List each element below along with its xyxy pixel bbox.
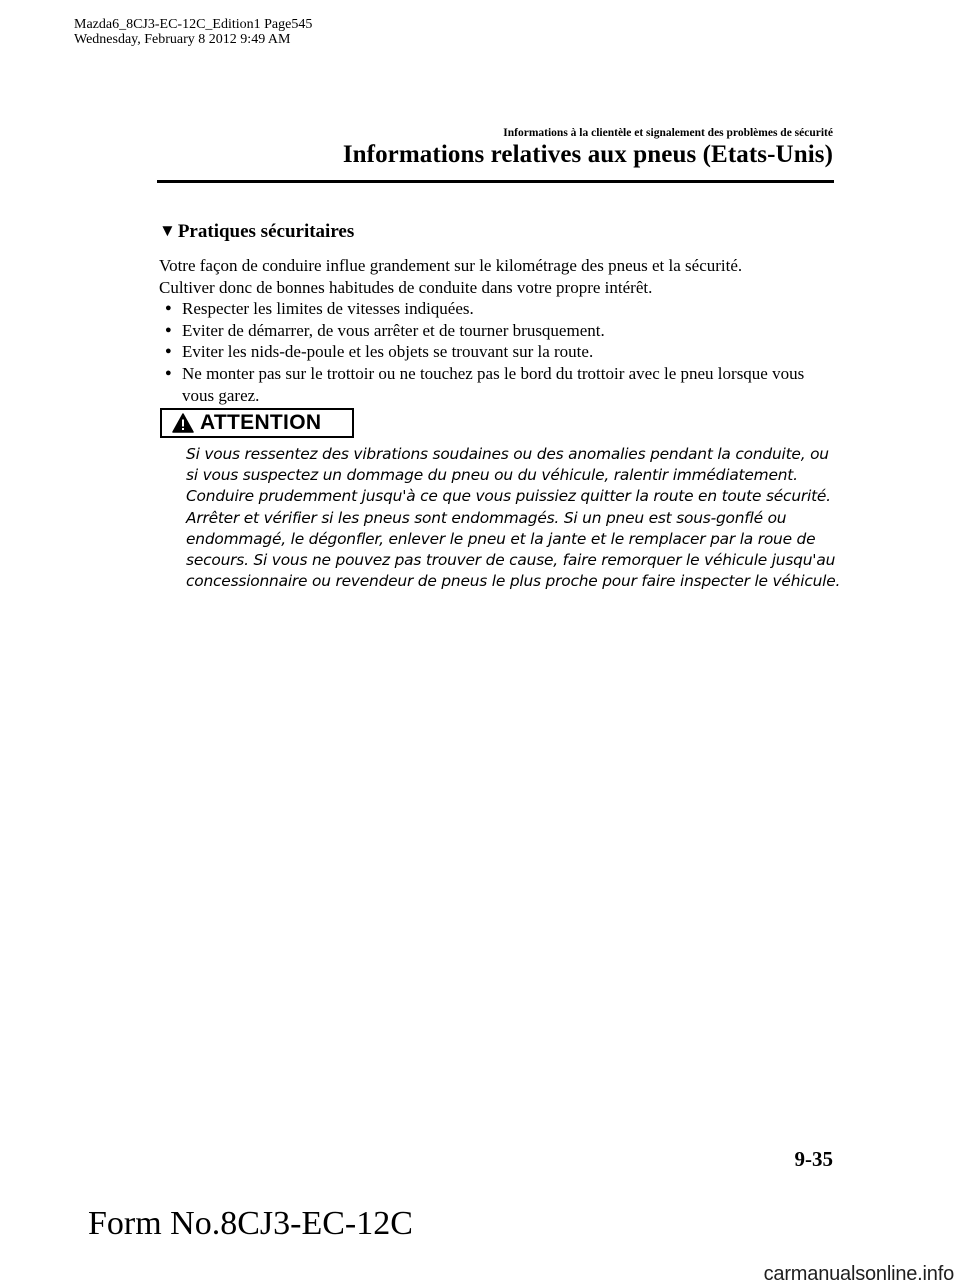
bullet-text: Ne monter pas sur le trottoir ou ne touchez pas le bord du trottoir avec le pneu lorsque vous vous garez. <box>182 363 805 405</box>
page-number: 9-35 <box>794 1147 833 1171</box>
title-rule <box>157 180 834 183</box>
bullet-icon: ● <box>165 345 172 358</box>
chapter-title: Informations relatives aux pneus (Etats-Unis) <box>342 141 833 168</box>
attention-line: secours. Si vous ne pouvez pas trouver de cause, faire remorquer le véhicule jusqu'au <box>186 551 836 570</box>
attention-line: concessionnaire ou revendeur de pneus le plus proche pour faire inspecter le véhicule. <box>186 572 841 591</box>
section-heading <box>159 221 354 243</box>
section-body <box>159 255 839 406</box>
attention-box <box>160 408 354 438</box>
bullet-icon: ● <box>165 366 172 379</box>
intro-line: Votre façon de conduire influe grandement sur le kilométrage des pneus et la sécurité. <box>159 256 743 275</box>
bullet-item <box>159 320 839 342</box>
bullet-text: Eviter les nids-de-poule et les objets se trouvant sur la route. <box>182 342 594 362</box>
bullet-list <box>159 298 839 406</box>
print-header-date: Wednesday, February 8 2012 9:49 AM <box>74 32 291 47</box>
attention-line: si vous suspectez un dommage du pneu ou du véhicule, ralentir immédiatement. <box>186 466 798 485</box>
bullet-text: Respecter les limites de vitesses indiquées. <box>182 299 474 319</box>
triangle-down-icon: ▼ <box>159 221 176 240</box>
watermark-link[interactable]: carmanualsonline.info <box>705 1262 960 1286</box>
attention-line: Arrêter et vérifier si les pneus sont endommagés. Si un pneu est sous-gonflé ou <box>186 508 787 527</box>
bullet-icon: ● <box>165 323 172 336</box>
warning-triangle-icon <box>172 413 194 433</box>
attention-text <box>186 444 846 592</box>
intro-line: Cultiver donc de bonnes habitudes de conduite dans votre propre intérêt. <box>159 277 653 297</box>
attention-label: ATTENTION <box>200 411 322 434</box>
bullet-item <box>159 341 839 363</box>
attention-line: Si vous ressentez des vibrations soudaines ou des anomalies pendant la conduite, ou <box>186 445 829 463</box>
attention-line: endommagé, le dégonfler, enlever le pneu et la jante et le remplacer par la roue de <box>186 529 816 548</box>
bullet-item <box>159 298 839 320</box>
print-header <box>74 17 312 47</box>
bullet-text: Eviter de démarrer, de vous arrêter et de tourner brusquement. <box>182 320 605 340</box>
section-heading-text: Pratiques sécuritaires <box>177 221 355 242</box>
bullet-item <box>159 363 839 406</box>
running-header: Informations à la clientèle et signalement des problèmes de sécurité <box>503 127 833 139</box>
attention-line: Conduire prudemment jusqu'à ce que vous puissiez quitter la route en toute sécurité. <box>186 487 831 506</box>
form-number: Form No.8CJ3-EC-12C <box>88 1205 413 1242</box>
bullet-icon: ● <box>165 302 172 315</box>
print-header-file: Mazda6_8CJ3-EC-12C_Edition1 Page545 <box>74 17 313 32</box>
